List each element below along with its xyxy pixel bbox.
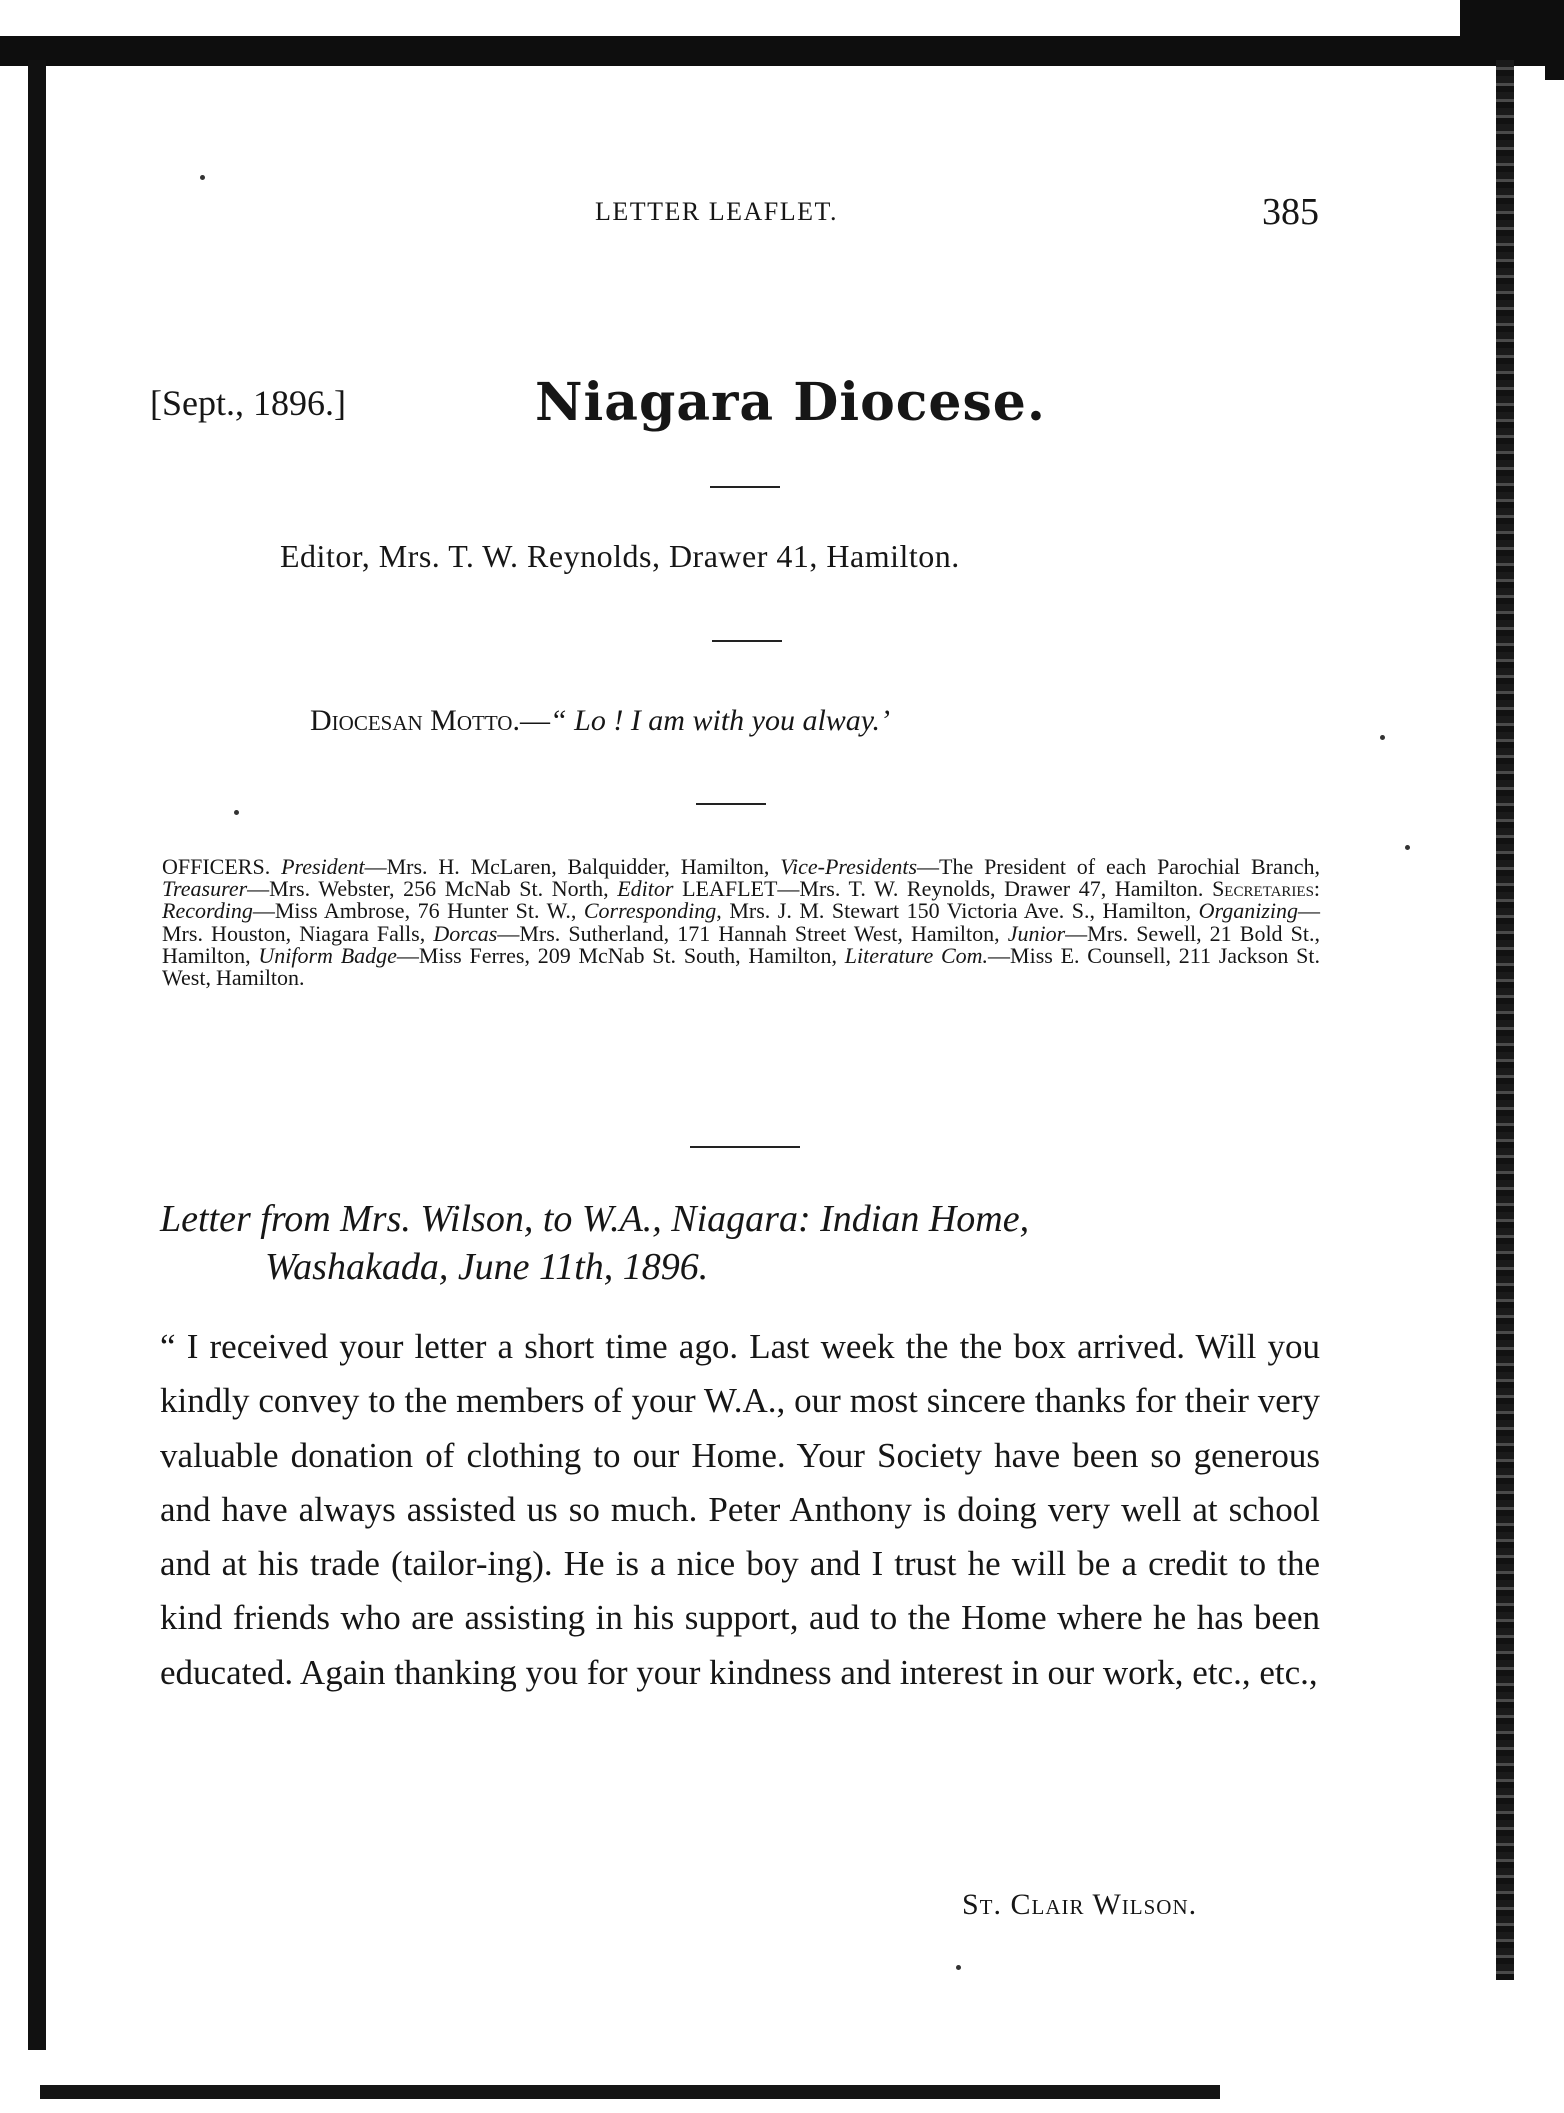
diocese-title: Niagara Diocese. <box>535 372 1046 433</box>
officers-label: OFFICERS. <box>162 854 271 879</box>
motto-label: Diocesan Motto.— <box>310 704 550 737</box>
secretary-name: Miss Ambrose, 76 Hunter St. W., <box>274 898 577 924</box>
secretary-role: Literature Com. <box>844 942 989 968</box>
letter-heading <box>160 1195 1320 1291</box>
officer-name: LEAFLET—Mrs. T. W. Reynolds, Drawer 47, Hamilton. <box>682 876 1204 902</box>
scan-speck <box>1380 735 1385 740</box>
motto-text: “ Lo ! I am with you alway.’ <box>549 704 890 737</box>
secretary-name: Mrs. J. M. Stewart 150 Victoria Ave. S., Hamilton, <box>729 898 1192 924</box>
scan-border-right-edge <box>1545 0 1564 80</box>
scan-border-bottom <box>40 2085 1220 2099</box>
scan-speck <box>200 175 205 180</box>
scan-speck <box>1405 845 1410 850</box>
secretary-role: Dorcas <box>433 920 498 946</box>
letter-heading-line2: Washakada, June 11th, 1896. <box>265 1246 709 1288</box>
secretary-name: Miss E. Counsell, 211 Jackson St. West, Hamilton. <box>162 942 1320 991</box>
officers-list: OFFICERS. President—Mrs. H. McLaren, Balquidder, Hamilton, Vice-Presidents—The President of each Parochial Branch, Treasurer—Mrs. Webster, 256 McNab St. North, Editor LEAFLET—Mrs. T. W. Reynolds, Drawer 47, Hamilton. Secretaries: Recording—Miss Ambrose, 76 Hunter St. W., Corresponding, Mrs. J. M. Stewart 150 Victoria Ave. S., Hamilton, Organizing—Mrs. Houston, Niagara Falls, Dorcas—Mrs. Sutherland, 171 Hannah Street West, Hamilton, Junior—Mrs. Sewell, 21 Bold St., Hamilton, Uniform Badge—Miss Ferres, 209 McNab St. South, Hamilton, Literature Com.—Miss E. Counsell, 211 Jackson St. West, Hamilton. <box>162 854 1321 991</box>
officer-role: Editor <box>617 876 674 902</box>
diocesan-motto <box>310 704 890 738</box>
officer-name: Mrs. H. McLaren, Balquidder, Hamilton, <box>386 854 770 879</box>
page-number: 385 <box>1262 191 1319 233</box>
divider-rule <box>696 803 766 805</box>
officer-role: Vice-Presidents <box>780 854 918 879</box>
secretary-name: Mrs. Houston, Niagara Falls, <box>162 920 426 946</box>
letter-body: “ I received your letter a short time ago. Last week the the box arrived. Will you kindly convey to the members of your W.A., our most sincere thanks for their very valuable donation of clothing to our Home. Your Society have been so generous and have always assisted us so much. Peter Anthony is doing very well at school and at his trade (tailor-ing). He is a nice boy and I trust he will be a credit to the kind friends who are assisting in his support, aud to the Home where he has been educated. Again thanking you for your kindness and interest in our work, etc., etc., <box>160 1327 1320 1692</box>
officer-role: President <box>281 854 365 879</box>
secretary-name: Miss Ferres, 209 McNab St. South, Hamilton, <box>418 942 838 968</box>
officer-name: Mrs. Webster, 256 McNab St. North, <box>269 876 609 902</box>
secretary-role: Organizing <box>1198 898 1299 924</box>
scan-speck <box>956 1965 961 1970</box>
issue-date: [Sept., 1896.] <box>150 383 346 423</box>
scan-border-left <box>28 60 46 2050</box>
scan-border-right <box>1496 60 1514 1980</box>
letter-heading-line1: Letter from Mrs. Wilson, to W.A., Niagara: Indian Home, <box>160 1198 1030 1240</box>
secretary-role: Uniform Badge <box>258 942 397 968</box>
letter-signature: St. Clair Wilson. <box>962 1888 1198 1921</box>
editor-line: Editor, Mrs. T. W. Reynolds, Drawer 41, Hamilton. <box>280 538 960 574</box>
secretary-role: Corresponding <box>583 898 717 924</box>
secretary-role: Junior <box>1007 920 1066 946</box>
divider-rule <box>710 486 780 488</box>
scan-border-top <box>0 36 1500 66</box>
scan-speck <box>234 810 239 815</box>
secretaries-label: Secretaries: <box>1212 876 1321 902</box>
divider-rule <box>712 640 782 642</box>
secretary-name: Mrs. Sewell, 21 Bold St., Hamilton, <box>162 920 1321 968</box>
secretary-role: Recording <box>162 898 253 924</box>
officer-name: The President of each Parochial Branch, <box>939 854 1321 879</box>
divider-rule <box>690 1146 800 1148</box>
running-head: LETTER LEAFLET. <box>595 197 838 226</box>
officer-role: Treasurer <box>162 876 248 902</box>
secretary-name: Mrs. Sutherland, 171 Hannah Street West, Hamilton, <box>519 920 1000 946</box>
